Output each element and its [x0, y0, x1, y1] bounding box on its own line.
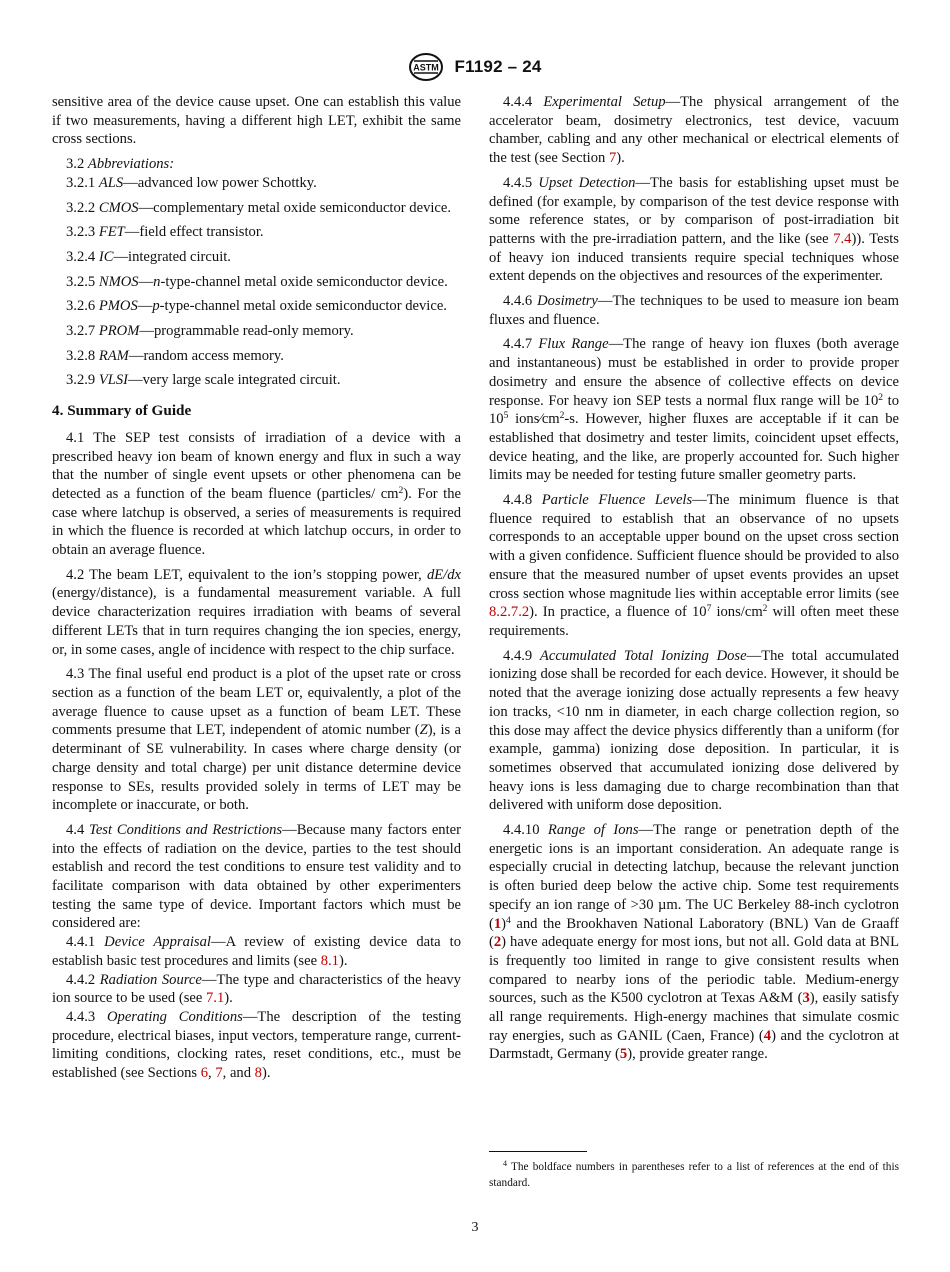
paragraph-4-4-3: 4.4.3 Operating Conditions—The description of the testing procedure, electrical biases, input vectors, temperature range, current-limiting conditions, clocking rates, reset conditions, etc., must be established (see Sections 6, 7, and 8).: [52, 1008, 462, 1082]
page-header: [0, 52, 950, 82]
document-designation: F1192 – 24: [454, 57, 542, 76]
paragraph-4-3: 4.3 The final useful end product is a plot of the upset rate or cross section as a function of the beam LET or, equivalently, a plot of the average fluence to cause upset as a function of beam LET. These comments presume that LET, independent of atomic number (Z), is a determinant of SE vulnerability. In cases where charge density (or charge density and total charge) per unit distance determine device response to SEs, results provided solely in terms of LET may be incomplete or inaccurate, or both.: [52, 666, 461, 814]
abbr-3-2-2: 3.2.2 CMOS—complementary metal oxide semiconductor device.: [66, 199, 452, 216]
paragraph-4-4-4: 4.4.4 Experimental Setup—The physical arrangement of the accelerator beam, dosimetry electronics, test device, vacuum chamber, cabling and any other mechanical or electrical elements of the test (see Section 7).: [489, 94, 899, 167]
right-column: [489, 93, 899, 1070]
paragraph-4-4: 4.4 Test Conditions and Restrictions—Because many factors enter into the effects of radiation on the device, parties to the test should establish and record the test conditions to ensure test validity and to facilitate comparison with data obtained by other experimenters testing the same type of device. Important factors which must be considered are:: [52, 821, 461, 932]
link-7-1[interactable]: 7.1: [206, 990, 225, 1007]
abbr-3-2-5: 3.2.5 NMOS—n-type-channel metal oxide semiconductor device.: [66, 273, 448, 290]
page-number: 3: [471, 1220, 479, 1235]
footnote: $^4$ The boldface numbers in parentheses refer to a list of references at the end of this standard.: [489, 1159, 899, 1189]
paragraph-4-4-10: 4.4.10 Range of Ions—The range or penetration depth of the energetic ions is an important consideration. An adequate range is especially crucial in detecting latchup, because the relevant junction is often buried deep below the active chip. Some test requirements specify an ion range of >30 µm. The UC Berkeley 88-inch cyclotron $(1)^4$ and the Brookhaven National Laboratory (BNL) Van de Graaff (2) have adequate energy for most ions, but not all. Gold data at BNL is frequently too limited in range to give consistent results when compared to nearby ions of the periodic table. Medium-energy sources, such as the K500 cyclotron at Texas A&M (3), easily satisfy all range requirements. High-energy machines that simulate cosmic ray energies, such as GANIL (Caen, France) (4) and the cyclotron at Darmstadt, Germany (5), provide greater range.: [489, 822, 900, 1063]
link-ref-1[interactable]: 1: [493, 915, 502, 932]
paragraph-4-4-2: 4.4.2 Radiation Source—The type and characteristics of the heavy ion source to be used (see 7.1).: [52, 971, 461, 1007]
link-section-8[interactable]: 8: [254, 1065, 262, 1082]
link-7-4[interactable]: 7.4: [833, 230, 852, 247]
paragraph-4-1: 4.1 The SEP test consists of irradiation of a device with a prescribed heavy ion beam of known energy and flux in such a way that the number of single event upsets or other phenomena can be detected as a function of the beam fluence (particles/ $cm^2$). For the case where latchup is observed, a series of measurements is required in which the fluence is recorded at which latchup occurs, in order to obtain an average fluence.: [52, 429, 461, 559]
link-ref-3[interactable]: 3: [802, 990, 810, 1007]
paragraph-4-4-5: 4.4.5 Upset Detection—The basis for establishing upset must be defined (for example, by comparison of the test device response with some reference states, or by comparison of post-irradiation bit patterns with the pre-irradiation pattern, and the like (see 7.4)). Tests of heavy ion induced transients require special techniques whose extent depends on the objectives and resources of the experimenter.: [489, 174, 899, 285]
abbr-3-2-1: 3.2.1 ALS—advanced low power Schottky.: [66, 174, 317, 191]
abbr-3-2-4: 3.2.4 IC—integrated circuit.: [66, 248, 231, 265]
link-section-7[interactable]: 7: [215, 1065, 223, 1082]
abbr-3-2-7: 3.2.7 PROM—programmable read-only memory.: [66, 323, 354, 340]
paragraph-4-4-6: 4.4.6 Dosimetry—The techniques to be used to measure ion beam fluxes and fluence.: [489, 293, 899, 328]
paragraph-4-2: 4.2 The beam LET, equivalent to the ion’s stopping power, dE/dx (energy/distance), is a fundamental measurement variable. A full device characterization requires irradiation with beams of several different LETs that in turn requires changing the ion species, energy, or, in some cases, angle of incidence with respect to the chip surface.: [52, 566, 461, 658]
section-4-heading: 4. Summary of Guide: [52, 402, 192, 420]
paragraph-4-4-7: 4.4.7 Flux Range—The range of heavy ion fluxes (both average and instantaneous) must be established in order to provide proper dosimetry and ensure the absence of collective effects on device response. For heavy ion SEP tests a normal flux range will be $10^2$ to $10^5$ $ions⁄cm^2-s$. However, higher fluxes are acceptable if it can be established that dosimetry and tester limits, coincident upset effects, device heating, and the like, are properly accounted for. Such higher limits may be needed for testing future smaller geometry parts.: [489, 336, 900, 484]
footnote-rule: [489, 1151, 587, 1152]
link-8-2-7-2[interactable]: 8.2.7.2: [489, 604, 530, 621]
paragraph-4-4-1: 4.4.1 Device Appraisal—A review of existing device data to establish basic test procedures and limits (see 8.1).: [52, 934, 461, 969]
link-section-7-b[interactable]: 7: [608, 150, 617, 167]
footnote-marker: 4: [506, 915, 511, 926]
abbr-3-2-3: 3.2.3 FET—field effect transistor.: [66, 224, 264, 241]
paragraph-4-4-9: 4.4.9 Accumulated Total Ionizing Dose—The total accumulated ionizing dose shall be recorded for each device. However, it should be noted that the average ionizing dose actually represents a few heavy ion tracks, <10 nm in diameter, in each charge collection region, so this dose may affect the device physics differently than a uniform (for example, gamma) ionizing dose deposition. In particular, it is sometimes observed that accumulated ionizing dose delivered by heavy ions is less damaging due to charge recombination than that delivered with uniform dose deposition.: [489, 647, 900, 814]
abbr-3-2-9: 3.2.9 VLSI—very large scale integrated circuit.: [66, 372, 341, 389]
continued-paragraph: sensitive area of the device cause upset. One can establish this value if two measurements, having a different high LET, exhibit the same cross sections.: [52, 94, 461, 148]
link-8-1[interactable]: 8.1: [320, 952, 339, 969]
abbr-3-2-8: 3.2.8 RAM—random access memory.: [66, 347, 284, 364]
left-column: [52, 93, 461, 1083]
logo-text: ASTM: [413, 62, 440, 73]
link-section-6[interactable]: 6: [200, 1065, 209, 1082]
link-ref-4[interactable]: 4: [763, 1027, 772, 1044]
paragraph-4-4-8: 4.4.8 Particle Fluence Levels—The minimum fluence is that fluence required to establish that an observance of no upsets corresponds to an acceptable upper bound on the upset cross section with a given confidence. Sufficient fluence should be provided to also ensure that the measured number of upset events provides an upset cross section whose magnitude lies within acceptable error limits (see 8.2.7.2). In practice, a fluence of $10^7$ ions/$cm^2$ will often meet these requirements.: [489, 492, 899, 639]
link-ref-2[interactable]: 2: [493, 934, 502, 951]
section-3-2: 3.2 Abbreviations:: [66, 156, 175, 173]
astm-logo-icon: [408, 52, 444, 82]
abbr-3-2-6: 3.2.6 PMOS—p-type-channel metal oxide semiconductor device.: [66, 298, 447, 315]
link-ref-5[interactable]: 5: [619, 1046, 628, 1063]
